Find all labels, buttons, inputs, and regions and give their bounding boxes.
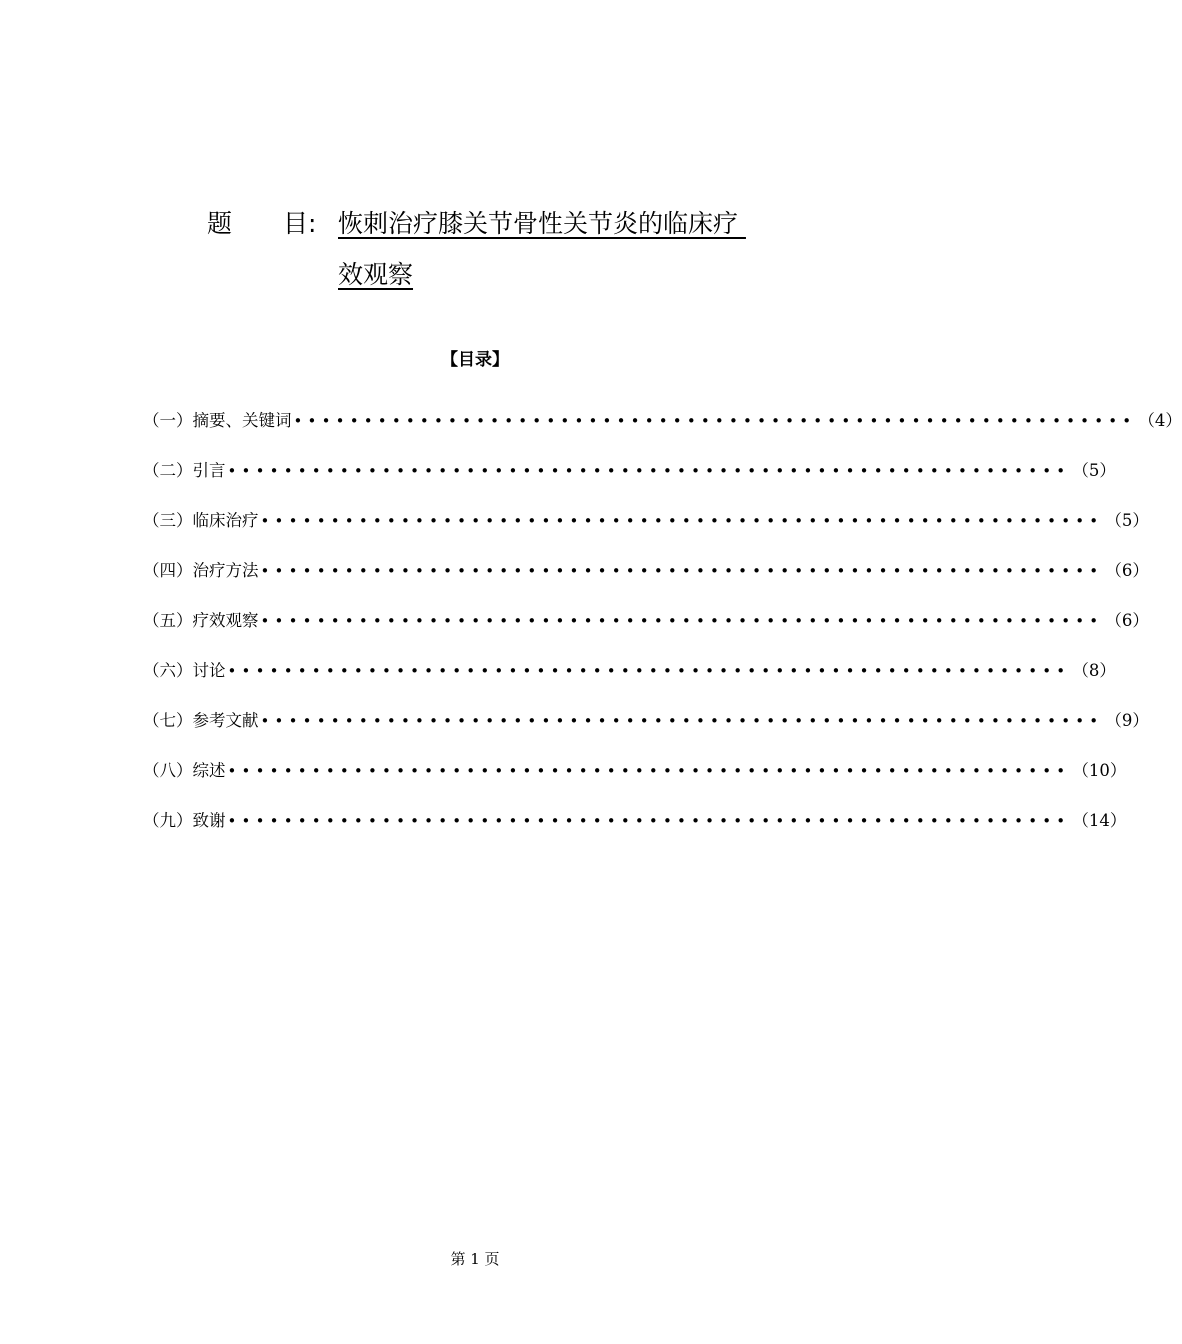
page-number-footer: 第 1 页 <box>450 1250 500 1268</box>
toc-entry-label: （二）引言 <box>143 461 226 480</box>
toc-entry[interactable] <box>143 596 1149 646</box>
toc-entry[interactable] <box>143 746 1127 796</box>
table-of-contents <box>143 396 1182 846</box>
toc-entry[interactable] <box>143 446 1116 496</box>
toc-entry-page: （5） <box>1072 461 1116 480</box>
toc-dot-leader: •••••••••••••••••••••••••••••••••••••••••••••••••••••••••••• <box>260 712 1104 730</box>
toc-entry-label: （三）临床治疗 <box>143 511 259 530</box>
toc-heading: 【目录】 <box>441 350 509 370</box>
toc-dot-leader: •••••••••••••••••••••••••••••••••••••••••••••••••••••••••••• <box>293 412 1137 430</box>
toc-dot-leader: •••••••••••••••••••••••••••••••••••••••••••••••••••••••••••• <box>260 562 1104 580</box>
toc-entry-page: （10） <box>1072 761 1127 780</box>
toc-dot-leader: •••••••••••••••••••••••••••••••••••••••••••••••••••••••••••• <box>227 762 1071 780</box>
toc-entry-page: （9） <box>1105 711 1149 730</box>
toc-entry[interactable] <box>143 546 1149 596</box>
title-label-part2: 目: <box>283 209 317 238</box>
toc-entry-page: （4） <box>1138 411 1182 430</box>
document-title-block <box>0 0 950 300</box>
toc-dot-leader: •••••••••••••••••••••••••••••••••••••••••••••••••••••••••••• <box>260 612 1104 630</box>
toc-entry[interactable] <box>143 796 1127 846</box>
toc-entry-label: （一）摘要、关键词 <box>143 411 292 430</box>
toc-entry-label: （九）致谢 <box>143 811 226 830</box>
toc-entry[interactable] <box>143 396 1182 446</box>
toc-entry-page: （6） <box>1105 611 1149 630</box>
toc-dot-leader: •••••••••••••••••••••••••••••••••••••••••••••••••••••••••••• <box>227 662 1071 680</box>
toc-dot-leader: •••••••••••••••••••••••••••••••••••••••••••••••••••••••••••• <box>260 512 1104 530</box>
toc-entry-label: （八）综述 <box>143 761 226 780</box>
toc-entry[interactable] <box>143 646 1116 696</box>
toc-entry[interactable] <box>143 696 1149 746</box>
toc-entry-page: （5） <box>1105 511 1149 530</box>
toc-dot-leader: •••••••••••••••••••••••••••••••••••••••••••••••••••••••••••• <box>227 462 1071 480</box>
toc-entry-label: （五）疗效观察 <box>143 611 259 630</box>
toc-entry-page: （6） <box>1105 561 1149 580</box>
toc-entry-page: （8） <box>1072 661 1116 680</box>
toc-entry-label: （七）参考文献 <box>143 711 259 730</box>
toc-entry-page: （14） <box>1072 811 1127 830</box>
toc-entry-label: （四）治疗方法 <box>143 561 259 580</box>
title-text-line1: 恢刺治疗膝关节骨性关节炎的临床疗 <box>338 209 746 238</box>
title-text-line2: 效观察 <box>338 260 414 289</box>
toc-dot-leader: •••••••••••••••••••••••••••••••••••••••••••••••••••••••••••• <box>227 812 1071 830</box>
toc-entry-label: （六）讨论 <box>143 661 226 680</box>
title-label-part1: 题 <box>207 209 233 238</box>
toc-entry[interactable] <box>143 496 1149 546</box>
